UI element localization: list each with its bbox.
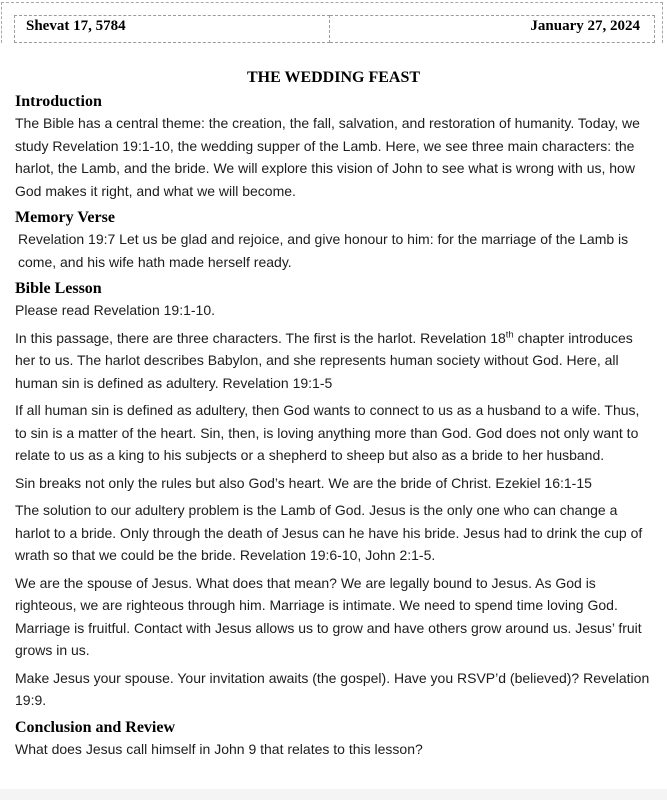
section-heading-memory-verse: Memory Verse [15, 209, 115, 226]
section-heading-introduction: Introduction [15, 93, 102, 110]
bible-lesson-paragraph-7: Make Jesus your spouse. Your invitation awaits (the gospel). Have you RSVP’d (believed)? Revelation 19:9. [15, 669, 650, 708]
hebrew-date-cell [14, 15, 330, 43]
bible-lesson-paragraph-4: Sin breaks not only the rules but also God’s heart. We are the bride of Christ. Ezekiel 16:1-15 [15, 474, 592, 491]
bible-lesson-paragraph-2-text-after: chapter introduces her to us. The harlot describes Babylon, and she represents human society without God. Here, all human sin is defined as adultery. Revelation 19:1-5 [15, 329, 633, 391]
document-body [15, 43, 652, 765]
section-heading-bible-lesson: Bible Lesson [15, 280, 102, 297]
document-title: THE WEDDING FEAST [246, 69, 421, 86]
bible-lesson-paragraph-3: If all human sin is defined as adultery, then God wants to connect to us as a husband to a wife. Thus, to sin is a matter of the heart. Sin, then, is loving anything more than God. God does not only want to relate to us as a king to his subjects or a shepherd to sheep but also as a bride to her husband. [15, 402, 640, 463]
bible-lesson-paragraph-2 [15, 327, 652, 395]
hebrew-date: Shevat 17, 5784 [26, 18, 126, 34]
memory-verse-paragraph: Revelation 19:7 Let us be glad and rejoice, and give honour to him: for the marriage of the Lamb is come, and his wife hath made herself ready. [18, 231, 629, 270]
conclusion-paragraph: What does Jesus call himself in John 9 that relates to this lesson? [15, 740, 423, 757]
bible-lesson-paragraph-2-text-before: In this passage, there are three characters. The first is the harlot. Revelation 18 [15, 329, 506, 346]
ordinal-superscript: th [505, 328, 514, 340]
introduction-paragraph: The Bible has a central theme: the creation, the fall, salvation, and restoration of humanity. Today, we study Revelation 19:1-10, the wedding supper of the Lamb. Here, we see three main characters: the harlot, the Lamb, and the bride. We will explore this vision of John to see what is wrong with us, how God makes it right, and what we will become. [15, 115, 640, 199]
gregorian-date: January 27, 2024 [530, 18, 640, 34]
section-heading-conclusion: Conclusion and Review [15, 718, 176, 736]
bible-lesson-paragraph-6: We are the spouse of Jesus. What does that mean? We are legally bound to Jesus. As God is righteous, we are righteous through him. Marriage is intimate. We need to spend time loving God. Marriage is fruitful. Contact with Jesus allows us to grow and have others grow around us. Jesus’ fruit grows in us. [15, 574, 642, 658]
date-header-table [14, 15, 655, 43]
bible-lesson-paragraph-1: Please read Revelation 19:1-10. [15, 302, 216, 318]
gregorian-date-cell [330, 15, 655, 43]
bible-lesson-paragraph-5: The solution to our adultery problem is the Lamb of God. Jesus is the only one who can change a harlot to a bride. Only through the death of Jesus can he have his bride. Jesus had to drink the cup of wrath so that we could be the bride. Revelation 19:6-10, John 2:1-5. [15, 502, 643, 563]
page-bottom-edge [0, 789, 667, 800]
